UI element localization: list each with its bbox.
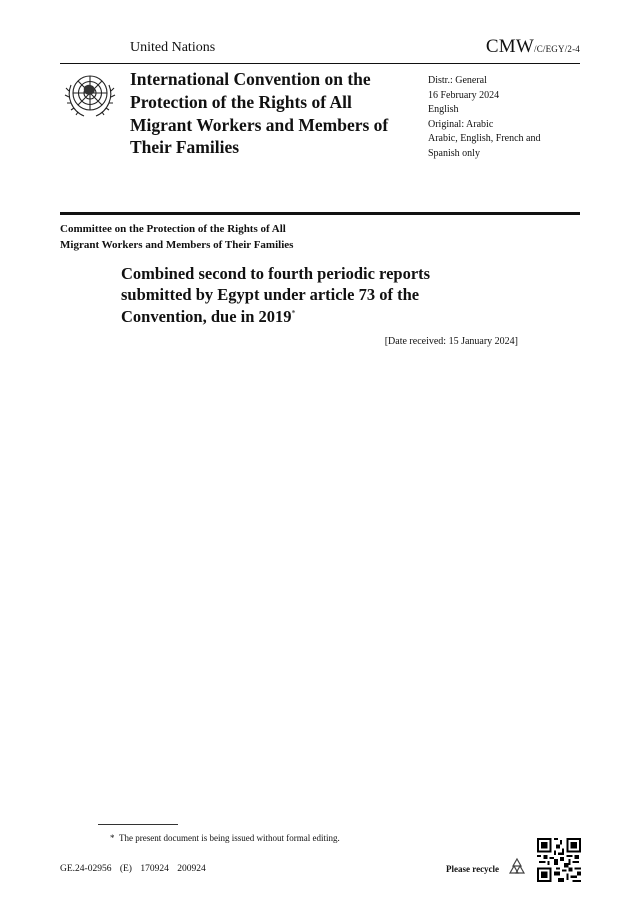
organization-name: United Nations: [130, 40, 216, 55]
recycle-label: Please recycle: [446, 864, 500, 874]
report-title-text: Combined second to fourth periodic reports submitted by Egypt under article 73 of the Convention, due in 2019: [121, 264, 431, 326]
title-footnote-marker[interactable]: *: [291, 308, 296, 318]
footnote-marker: *: [110, 833, 115, 843]
un-emblem-icon: [62, 67, 118, 123]
document-symbol: [486, 36, 580, 58]
header-divider: [60, 63, 580, 64]
distr-date: 16 February 2024: [428, 89, 500, 101]
convention-title: International Convention on the Protection of the Rights of All Migrant Workers and Members of Their Families: [130, 69, 389, 158]
distr-languages-2: Spanish only: [428, 147, 480, 159]
committee-line-2: Migrant Workers and Members of Their Families: [60, 238, 294, 251]
distr-languages-1: Arabic, English, French and: [428, 133, 541, 144]
qr-code-icon: [537, 838, 581, 882]
committee-line-1: Committee on the Protection of the Rights of All: [60, 223, 286, 235]
date-received: [Date received: 15 January 2024]: [384, 336, 518, 347]
distribution-block: [428, 74, 588, 161]
symbol-main: CMW: [485, 36, 534, 57]
symbol-suffix: /C/EGY/2-4: [534, 44, 580, 54]
recycle-icon: [506, 856, 528, 878]
job-number: GE.24-02956 (E) 170924 200924: [60, 864, 206, 874]
footnote: [110, 833, 340, 843]
distr-line: Distr.: General: [428, 75, 487, 86]
committee-name: [60, 222, 360, 254]
footnote-text: The present document is being issued without formal editing.: [119, 833, 340, 843]
footnote-divider: [98, 824, 178, 825]
report-title: [121, 263, 481, 327]
section-divider: [60, 212, 580, 215]
distr-language: English: [428, 104, 459, 115]
distr-original: Original: Arabic: [428, 118, 494, 130]
